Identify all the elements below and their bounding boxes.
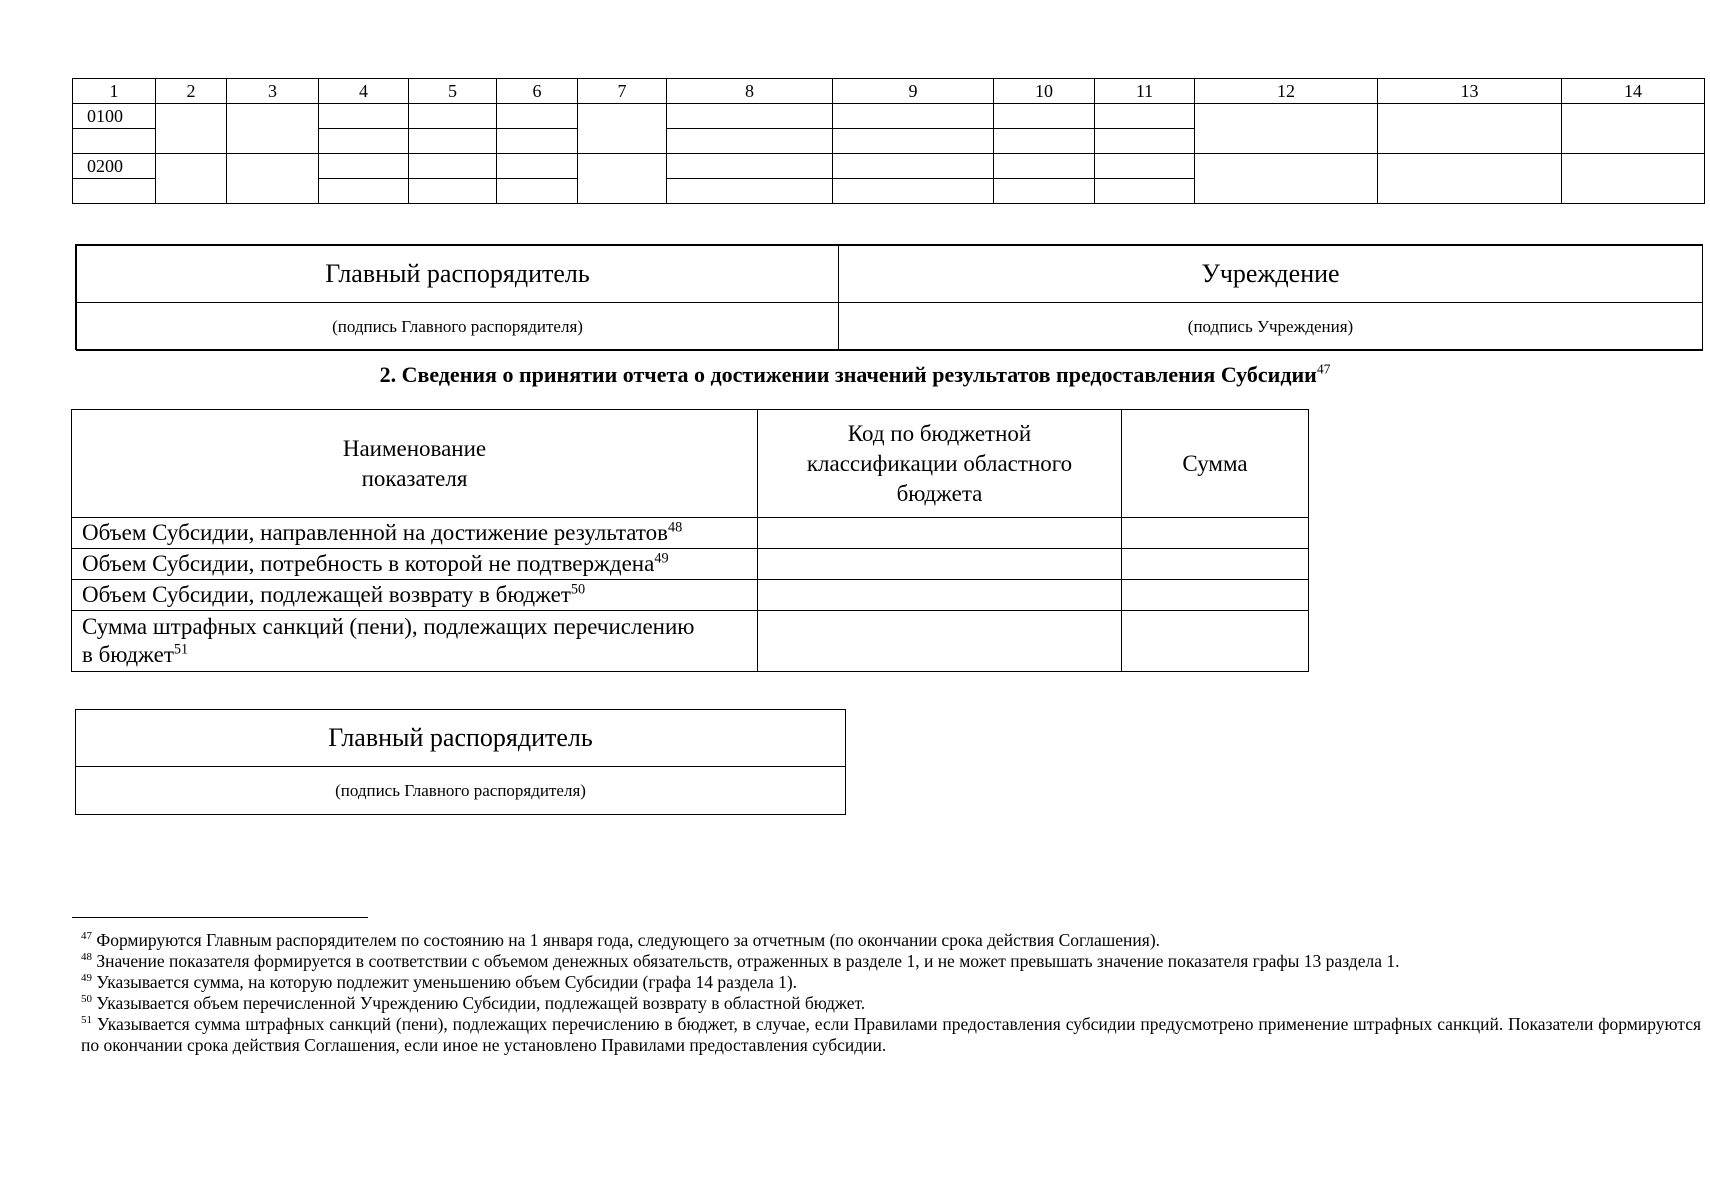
footnote: [81, 972, 1701, 993]
table-cell: [833, 154, 994, 179]
header-line: бюджета: [896, 480, 983, 506]
signature-field-main-manager: (подпись Главного распорядителя): [77, 303, 839, 351]
column-number: 10: [994, 79, 1095, 104]
section-title-text: 2. Сведения о принятии отчета о достижении значений результатов предоставления Субсидии: [379, 362, 1317, 387]
row-code: 0100: [73, 104, 156, 129]
table-cell: [994, 104, 1095, 129]
column-number: 3: [227, 79, 319, 104]
footnote-number: 49: [81, 972, 92, 985]
table-cell: [1562, 154, 1705, 204]
footnote-ref: 49: [654, 550, 669, 567]
sum-cell: [1122, 518, 1309, 549]
table-cell: [994, 154, 1095, 179]
table-cell: [497, 179, 578, 204]
table-cell: [156, 104, 227, 154]
signature-table: [76, 710, 845, 814]
signatory-role-institution: Учреждение: [839, 246, 1703, 303]
table-cell: [667, 129, 833, 154]
row-label-text: Объем Субсидии, потребность в которой не подтверждена: [82, 551, 655, 576]
table-cell: [497, 104, 578, 129]
budget-code-cell: [758, 549, 1122, 580]
footnote: [81, 993, 1701, 1014]
budget-code-cell: [758, 518, 1122, 549]
column-number: 6: [497, 79, 578, 104]
row-label-text: в бюджет: [82, 642, 174, 667]
footnote-text: Формируются Главным распорядителем по состоянию на 1 января года, следующего за отчетным (по окончании срока действия Соглашения).: [96, 930, 1161, 950]
footnote-text: Указывается сумма, на которую подлежит уменьшению объем Субсидии (графа 14 раздела 1).: [96, 972, 798, 992]
header-line: показателя: [361, 465, 468, 491]
table-cell: [578, 104, 667, 154]
table-cell: [227, 104, 319, 154]
table-cell: [994, 179, 1095, 204]
signature-block-1: [75, 244, 1703, 350]
table-cell: [319, 179, 409, 204]
footnote: [81, 930, 1701, 951]
column-number: 11: [1095, 79, 1195, 104]
table-cell: [667, 154, 833, 179]
footnote-number: 51: [81, 1014, 92, 1027]
footnote-text: Указывается сумма штрафных санкций (пени), подлежащих перечислению в бюджет, в случае, если Правилами предоставления субсидии предусмотрено применение штрафных санкций. Показатели формируются по окончании срока действия Соглашения, если иное не установлено Правилами предоставления субсидии.: [81, 1014, 1702, 1055]
table-cell: [1095, 154, 1195, 179]
signatory-role-main-manager: Главный распорядитель: [76, 710, 845, 767]
table-cell: [667, 104, 833, 129]
table-cell: [1562, 104, 1705, 154]
table-cell: [1195, 154, 1378, 204]
table-cell: [319, 129, 409, 154]
table-cell: [409, 104, 497, 129]
table-cell: [833, 104, 994, 129]
table-cell: [227, 154, 319, 204]
table-cell: [409, 179, 497, 204]
table-cell: [1095, 129, 1195, 154]
footnote-text: Значение показателя формируется в соответствии с объемом денежных обязательств, отраженных в разделе 1, и не может превышать значение показателя графы 13 раздела 1.: [96, 951, 1400, 971]
table-row: [72, 518, 1309, 549]
table-cell: [156, 154, 227, 204]
table-cell: [409, 154, 497, 179]
column-number: 5: [409, 79, 497, 104]
column-number: 1: [73, 79, 156, 104]
table-cell: [994, 129, 1095, 154]
table-cell: [1095, 104, 1195, 129]
row-label: [72, 580, 758, 611]
column-number: 13: [1378, 79, 1562, 104]
table-cell: [1378, 104, 1562, 154]
footnote: [81, 951, 1701, 972]
footnote-ref: 48: [668, 519, 683, 536]
column-number: 12: [1195, 79, 1378, 104]
signatory-role-main-manager: Главный распорядитель: [77, 246, 839, 303]
footnote: [81, 1014, 1701, 1056]
sum-cell: [1122, 611, 1309, 672]
column-number-row: [73, 79, 1705, 104]
sum-cell: [1122, 549, 1309, 580]
footnote-separator: [72, 917, 368, 918]
footnote-number: 48: [81, 951, 92, 964]
footnote-number: 47: [81, 930, 92, 943]
footnote-number: 50: [81, 993, 92, 1006]
row-label-text: Сумма штрафных санкций (пени), подлежащих перечислению: [82, 614, 695, 639]
budget-code-cell: [758, 580, 1122, 611]
header-line: Наименование: [342, 435, 487, 461]
table-cell: [73, 179, 156, 204]
table-header-row: [72, 410, 1309, 518]
column-number: 8: [667, 79, 833, 104]
row-label-text: Объем Субсидии, подлежащей возврату в бюджет: [82, 582, 571, 607]
table-cell: [73, 129, 156, 154]
column-header-sum: Сумма: [1122, 410, 1309, 518]
column-number: 4: [319, 79, 409, 104]
section1-table: [72, 78, 1705, 204]
header-line: классификации областного: [806, 450, 1073, 476]
table-cell: [833, 179, 994, 204]
header-line: Код по бюджетной: [847, 420, 1032, 446]
column-number: 14: [1562, 79, 1705, 104]
table-row: [73, 154, 1705, 179]
sum-cell: [1122, 580, 1309, 611]
table-cell: [409, 129, 497, 154]
table-row: [73, 104, 1705, 129]
signature-table: [76, 245, 1703, 351]
table-cell: [1195, 104, 1378, 154]
budget-code-cell: [758, 611, 1122, 672]
row-code: 0200: [73, 154, 156, 179]
column-header-indicator: [72, 410, 758, 518]
row-label: [72, 611, 758, 672]
column-header-budget-code: [758, 410, 1122, 518]
signature-block-2: [75, 709, 846, 815]
section-title: [0, 362, 1710, 388]
table-cell: [497, 129, 578, 154]
table-cell: [497, 154, 578, 179]
table-cell: [1095, 179, 1195, 204]
footnote-ref: 47: [1316, 361, 1331, 377]
footnote-text: Указывается объем перечисленной Учреждению Субсидии, подлежащей возврату в областной бюджет.: [96, 993, 866, 1013]
footnote-ref: 50: [570, 581, 586, 598]
signature-field-institution: (подпись Учреждения): [839, 303, 1703, 351]
signature-field-main-manager: (подпись Главного распорядителя): [335, 780, 586, 800]
column-number: 2: [156, 79, 227, 104]
report-table: [71, 409, 1309, 672]
table-row: [72, 580, 1309, 611]
table-cell: [578, 154, 667, 204]
row-label: [72, 549, 758, 580]
column-number: 7: [578, 79, 667, 104]
table-cell: [319, 154, 409, 179]
footnotes: [81, 930, 1701, 1056]
column-number: 9: [833, 79, 994, 104]
table-cell: [319, 104, 409, 129]
table-cell: [1378, 154, 1562, 204]
table-cell: [667, 179, 833, 204]
footnote-ref: 51: [173, 641, 189, 658]
table-row: [72, 549, 1309, 580]
table-cell: [833, 129, 994, 154]
row-label: [72, 518, 758, 549]
table-row: [72, 611, 1309, 672]
row-label-text: Объем Субсидии, направленной на достижение результатов: [82, 520, 669, 545]
